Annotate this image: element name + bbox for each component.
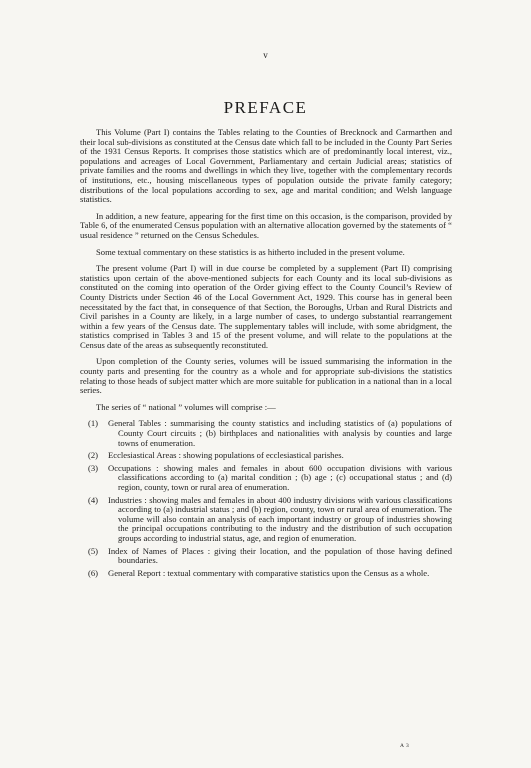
list-item xyxy=(80,451,452,461)
printer-signature-mark: A 3 xyxy=(400,743,410,749)
paragraph: Upon completion of the County series, volumes will be issued summarising the information in the county parts and presenting for the country as a whole and for appropriate sub-divisions the statistics relating to those heads of subject matter which are more suitable for publication in a national than in a local series. xyxy=(80,356,452,396)
list-item-number: (2) xyxy=(88,450,99,461)
list-item-text: Ecclesiastical Areas : showing populations of ecclesiastical parishes. xyxy=(108,450,344,461)
list-item-number: (3) xyxy=(88,462,99,473)
list-item xyxy=(80,496,452,544)
list-item-text: Occupations : showing males and females in about 600 occupation divisions with various classifications according to (a) marital condition ; (b) age ; (c) occupational status ; and (d) region, county, town or rural area of enumeration. xyxy=(108,462,452,492)
list-item xyxy=(80,569,452,579)
list-item-number: (6) xyxy=(88,567,99,578)
paragraph: Some textual commentary on these statistics is as hitherto included in the present volume. xyxy=(96,246,405,257)
list-item-number: (5) xyxy=(88,545,99,556)
list-item-number: (1) xyxy=(88,418,99,429)
page-title: PREFACE xyxy=(223,98,308,117)
list-item xyxy=(80,419,452,448)
list-item-text: General Report : textual commentary with comparative statistics upon the Census as a whole. xyxy=(108,567,430,578)
page-number: v xyxy=(263,50,268,60)
paragraph: The present volume (Part I) will in due course be completed by a supplement (Part II) comprising statistics upon certain of the above-mentioned subjects for each County and its local sub-divisions as constituted on the coming into operation of the Order giving effect to the County Council’s Review of County Districts under Section 46 of the Local Government Act, 1929. This course has in general been necessitated by the fact that, in consequence of that Section, the Boroughs, Urban and Rural Districts and Civil parishes in a County are likely, in a large number of cases, to undergo substantial rearrangement within a few years of the Census date. The supplementary tables will include, with some abridgment, the statistics comprised in Tables 3 and 15 of the present volume, and will relate to the populations at the Census date of the areas as subsequently reconstituted. xyxy=(80,263,452,350)
list-item-number: (4) xyxy=(88,494,99,505)
list-item-text: Industries : showing males and females in about 400 industry divisions with various classifications according to (a) industrial status ; and (b) region, county, town or rural area of enumeration. The volume will also contain an analysis of each important industry or group of industries showing the principal occupations contributing to the industry and the distribution of such occupation groups according to industrial status, age, and region of enumeration. xyxy=(108,494,452,543)
list-item xyxy=(80,464,452,493)
list-item-text: Index of Names of Places : giving their location, and the population of those having defined boundaries. xyxy=(108,545,452,566)
paragraph: In addition, a new feature, appearing for the first time on this occasion, is the comparison, provided by Table 6, of the enumerated Census population with an alternative allocation governed by the statements of “ usual residence ” returned on the Census Schedules. xyxy=(80,210,452,240)
list-item xyxy=(80,547,452,566)
paragraph: This Volume (Part I) contains the Tables relating to the Counties of Brecknock and Carmarthen and their local sub-divisions as constituted at the Census date which fall to be included in the County Part Series of the 1931 Census Reports. It comprises those statistics which are of predominantly local interest, viz., populations and acreages of Local Government, Parliamentary and certain Judicial areas; statistics of private families and the rooms and dwellings in which they live, together with the complementary records of institutions, etc., housing miscellaneous types of population outside the private family category; distributions of the local populations according to sex, age and marital condition; and Welsh language statistics. xyxy=(80,127,452,205)
series-list xyxy=(80,419,452,578)
preface-body xyxy=(80,128,452,581)
series-intro: The series of “ national ” volumes will comprise :— xyxy=(96,401,276,412)
list-item-text: General Tables : summarising the county statistics and including statistics of (a) populations of County Court circuits ; (b) birthplaces and nationalities with analysis by counties and large towns of enumeration. xyxy=(108,418,452,448)
